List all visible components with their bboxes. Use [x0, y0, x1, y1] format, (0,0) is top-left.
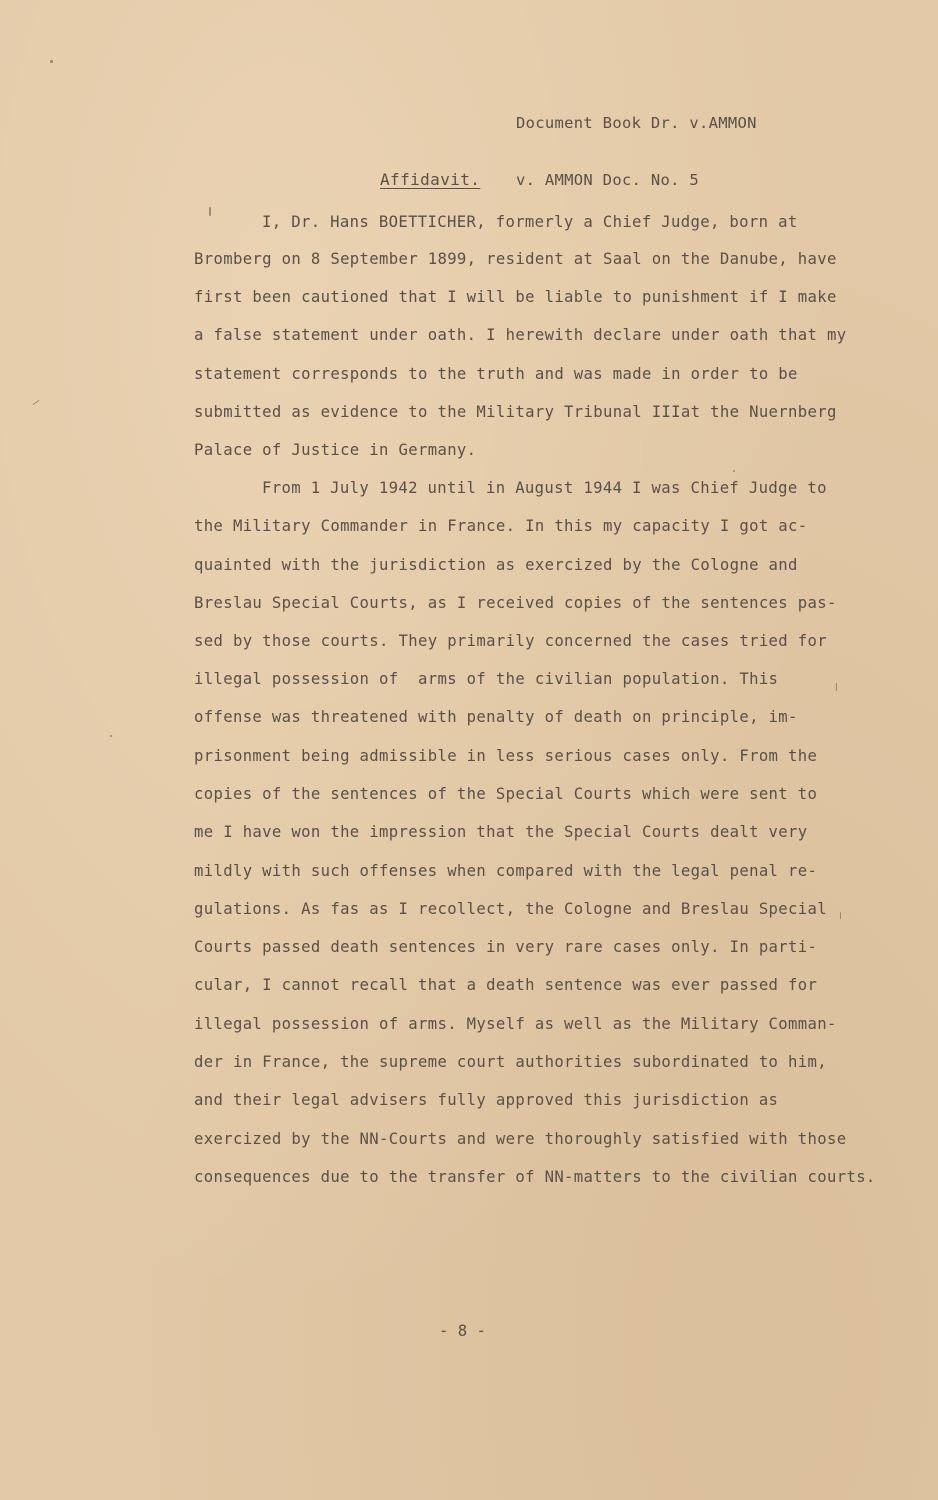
- body-line: Bromberg on 8 September 1899, resident at Saal on the Danube, have: [194, 250, 837, 268]
- header-line-1: Document Book Dr. v.AMMON: [516, 114, 757, 132]
- body-line: statement corresponds to the truth and was made in order to be: [194, 365, 798, 383]
- body-line: and their legal advisers fully approved this jurisdiction as: [194, 1091, 779, 1109]
- scan-speck: [209, 207, 211, 216]
- body-line: Breslau Special Courts, as I received copies of the sentences pas-: [194, 594, 837, 612]
- body-line: the Military Commander in France. In this my capacity I got ac-: [194, 517, 808, 535]
- page-number: - 8 -: [439, 1322, 486, 1340]
- body-line: a false statement under oath. I herewith declare under oath that my: [194, 326, 847, 344]
- body-line: quainted with the jurisdiction as exercized by the Cologne and: [194, 556, 798, 574]
- body-line: sed by those courts. They primarily concerned the cases tried for: [194, 632, 827, 650]
- scan-speck: [840, 912, 841, 919]
- body-line: Palace of Justice in Germany.: [194, 441, 477, 459]
- header-line-2: v. AMMON Doc. No. 5: [516, 171, 700, 189]
- body-line: first been cautioned that I will be liable to punishment if I make: [194, 288, 837, 306]
- body-line: me I have won the impression that the Special Courts dealt very: [194, 823, 808, 841]
- body-line: mildly with such offenses when compared with the legal penal re-: [194, 862, 818, 880]
- scan-speck: [110, 735, 112, 737]
- body-line: Courts passed death sentences in very rare cases only. In parti-: [194, 938, 818, 956]
- body-line: exercized by the NN-Courts and were thoroughly satisfied with those: [194, 1130, 847, 1148]
- scan-speck: [836, 683, 837, 691]
- scan-speck: [50, 60, 53, 63]
- body-line: offense was threatened with penalty of death on principle, im-: [194, 708, 798, 726]
- body-line: consequences due to the transfer of NN-matters to the civilian courts.: [194, 1168, 876, 1186]
- body-line: copies of the sentences of the Special Courts which were sent to: [194, 785, 818, 803]
- body-line: From 1 July 1942 until in August 1944 I was Chief Judge to: [262, 479, 827, 497]
- document-title: Affidavit.: [380, 170, 481, 189]
- body-line: illegal possession of arms of the civilian population. This: [194, 670, 779, 688]
- scan-speck: [733, 470, 735, 472]
- body-line: submitted as evidence to the Military Tribunal IIIat the Nuernberg: [194, 403, 837, 421]
- body-line: cular, I cannot recall that a death sentence was ever passed for: [194, 976, 818, 994]
- document-header: [516, 76, 757, 228]
- scan-speck: [32, 400, 39, 405]
- body-line: illegal possession of arms. Myself as well as the Military Comman-: [194, 1015, 837, 1033]
- body-line: I, Dr. Hans BOETTICHER, formerly a Chief Judge, born at: [262, 213, 798, 231]
- body-line: prisonment being admissible in less serious cases only. From the: [194, 747, 818, 765]
- body-line: gulations. As fas as I recollect, the Cologne and Breslau Special: [194, 900, 827, 918]
- body-line: der in France, the supreme court authorities subordinated to him,: [194, 1053, 827, 1071]
